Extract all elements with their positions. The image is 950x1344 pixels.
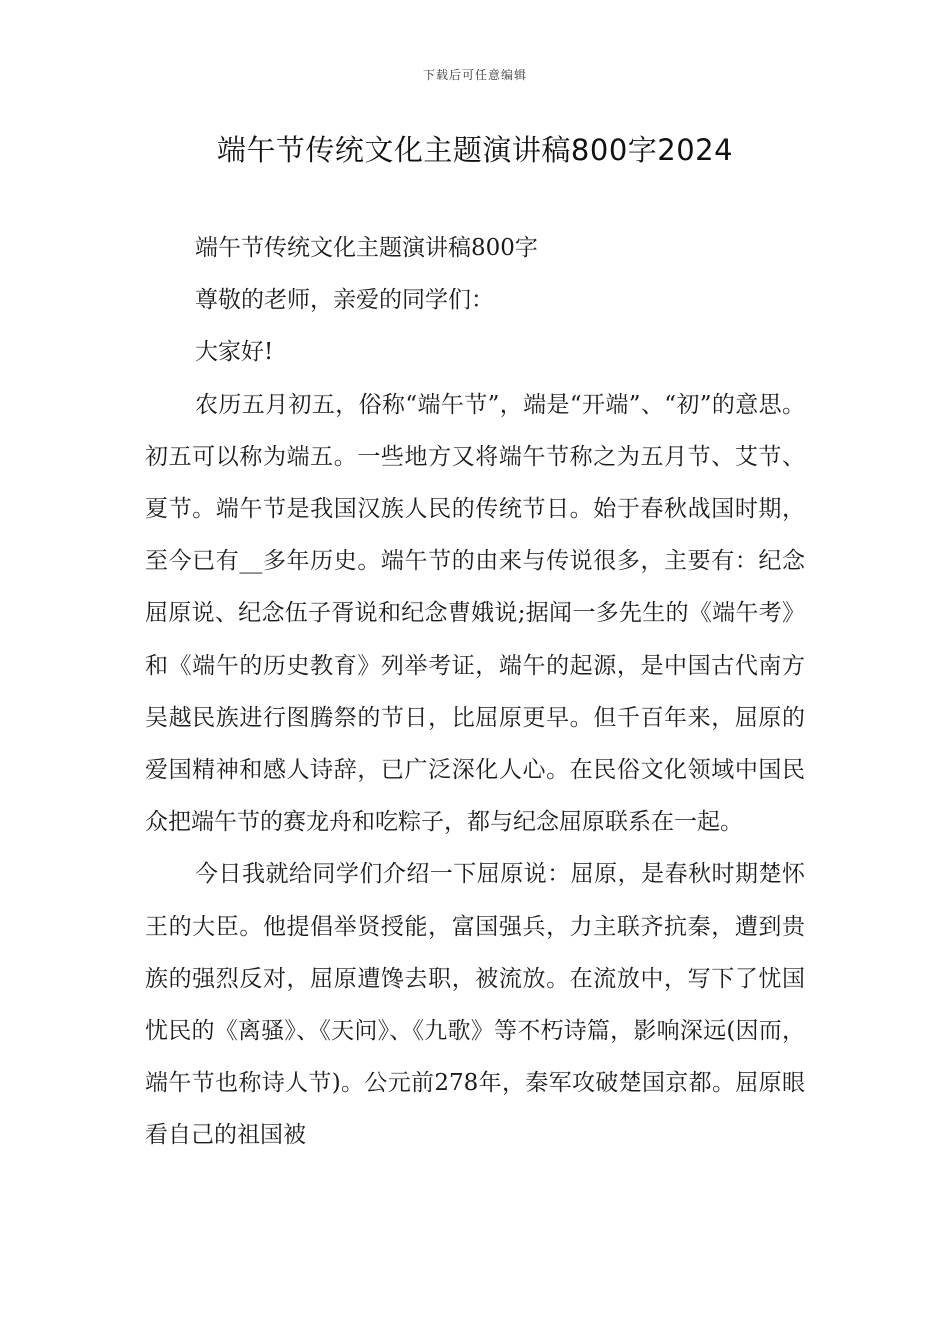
greeting-paragraph: 大家好! xyxy=(195,339,274,366)
body-paragraph: 今日我就给同学们介绍一下屈原说：屈原，是春秋时期楚怀王的大臣。他提倡举贤授能，富国强兵，力主联齐抗秦，遭到贵族的强烈反对，屈原遭馋去职，被流放。在流放中，写下了忧国忧民的《离骚》、《天问》、《九歌》等不朽诗篇，影响深远(因而，端午节也称诗人节)。公元前278年，秦军攻破楚国京都。屈原眼看自己的祖国被 xyxy=(145,861,805,1149)
salutation-paragraph: 尊敬的老师，亲爱的同学们： xyxy=(195,287,494,314)
document-body xyxy=(145,222,805,1162)
document-title: 端午节传统文化主题演讲稿800字2024 xyxy=(216,133,734,167)
body-paragraph: 农历五月初五，俗称“端午节”，端是“开端”、“初”的意思。初五可以称为端五。一些地方又将端午节称之为五月节、艾节、夏节。端午节是我国汉族人民的传统节日。始于春秋战国时期，至今已有__多年历史。端午节的由来与传说很多，主要有：纪念屈原说、纪念伍子胥说和纪念曹娥说;据闻一多先生的《端午考》和《端午的历史教育》列举考证，端午的起源，是中国古代南方吴越民族进行图腾祭的节日，比屈原更早。但千百年来，屈原的爱国精神和感人诗辞，已广泛深化人心。在民俗文化领域中国民众把端午节的赛龙舟和吃粽子，都与纪念屈原联系在一起。 xyxy=(145,391,805,836)
subtitle-paragraph: 端午节传统文化主题演讲稿800字 xyxy=(195,235,538,261)
header-note: 下载后可任意编辑 xyxy=(422,68,527,82)
